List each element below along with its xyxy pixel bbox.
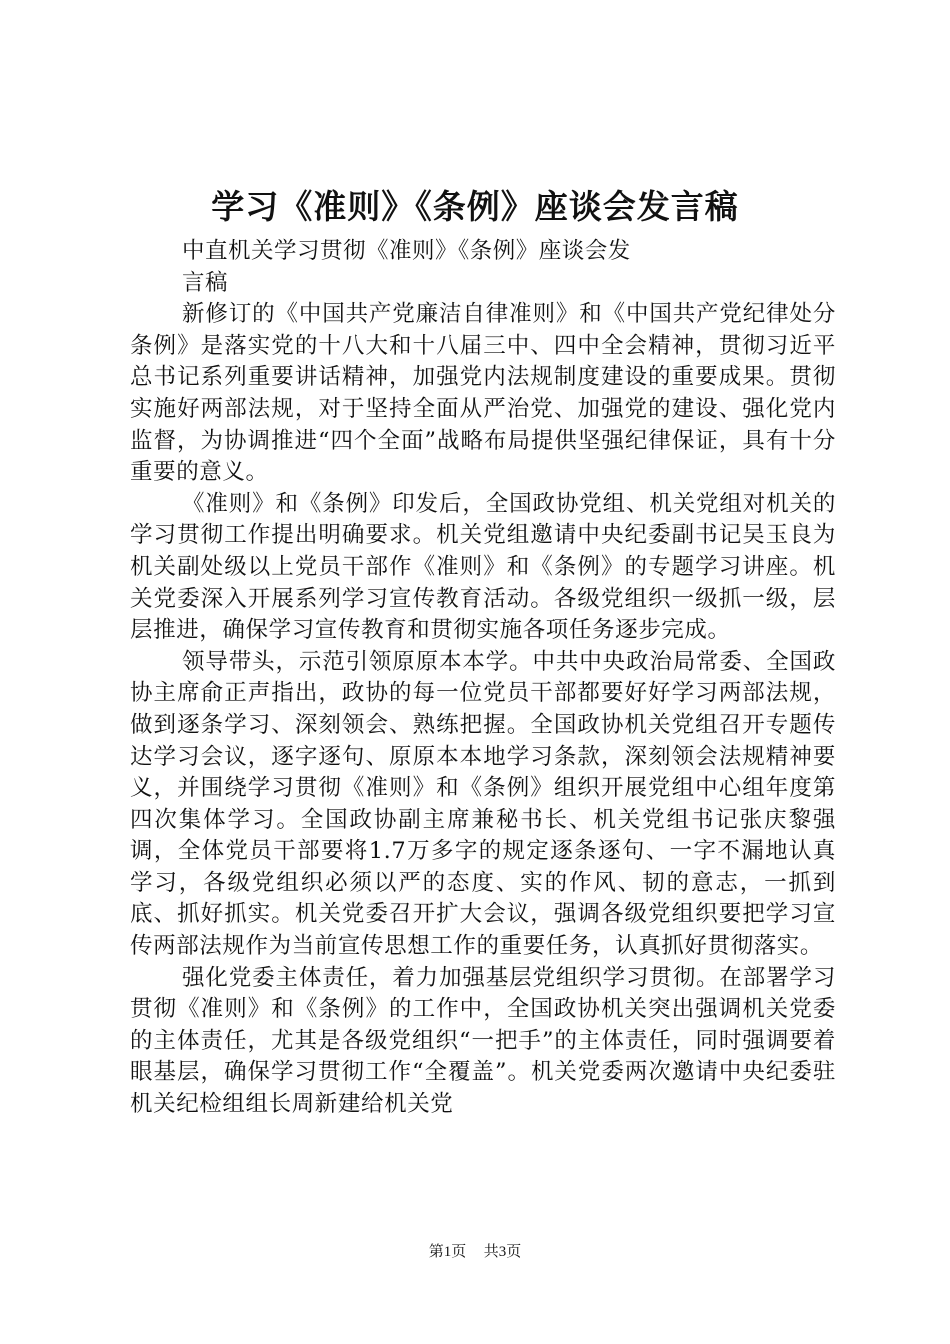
paragraph-4: 强化党委主体责任，着力加强基层党组织学习贯彻。在部署学习贯彻《准则》和《条例》的工作中，全国政协机关突出强调机关党委的主体责任，尤其是各级党组织“一把手”的主体责任，同时强调要着眼基层，确保学习贯彻工作“全覆盖”。机关党委两次邀请中央纪委驻机关纪检组组长周新建给机关党 xyxy=(130,964,836,1118)
document-body xyxy=(130,236,836,1121)
paragraph-2: 《准则》和《条例》印发后，全国政协党组、机关党组对机关的学习贯彻工作提出明确要求。机关党组邀请中央纪委副书记吴玉良为机关副处级以上党员干部作《准则》和《条例》的专题学习讲座。机关党委深入开展系列学习宣传教育活动。各级党组织一级抓一级，层层推进，确保学习宣传教育和贯彻实施各项任务逐步完成。 xyxy=(130,490,836,644)
document-title: 学习《准则》《条例》座谈会发言稿 xyxy=(211,187,739,226)
page-footer xyxy=(0,1242,950,1262)
page-number-current: 第1页 xyxy=(428,1244,467,1260)
paragraph-3: 领导带头，示范引领原原本本学。中共中央政治局常委、全国政协主席俞正声指出，政协的每一位党员干部都要好好学习两部法规，做到逐条学习、深刻领会、熟练把握。全国政协机关党组召开专题传达学习会议，逐字逐句、原原本本地学习条款，深刻领会法规精神要义，并围绕学习贯彻《准则》和《条例》组织开展党组中心组年度第四次集体学习。全国政协副主席兼秘书长、机关党组书记张庆黎强调，全体党员干部要将1.7万多字的规定逐条逐句、一字不漏地认真学习，各级党组织必须以严的态度、实的作风、韧的意志，一抓到底、抓好抓实。机关党委召开扩大会议，强调各级党组织要把学习宣传两部法规作为当前宣传思想工作的重要任务，认真抓好贯彻落实。 xyxy=(130,648,836,960)
document-subtitle: 中直机关学习贯彻《准则》《条例》座谈会发言稿 xyxy=(182,238,631,296)
page-number-total: 共3页 xyxy=(483,1244,522,1260)
paragraph-1: 新修订的《中国共产党廉洁自律准则》和《中国共产党纪律处分条例》是落实党的十八大和十八届三中、四中全会精神，贯彻习近平总书记系列重要讲话精神，加强党内法规制度建设的重要成果。贯彻实施好两部法规，对于坚持全面从严治党、加强党的建设、强化党内监督，为协调推进“四个全面”战略布局提供坚强纪律保证，具有十分重要的意义。 xyxy=(130,301,836,486)
